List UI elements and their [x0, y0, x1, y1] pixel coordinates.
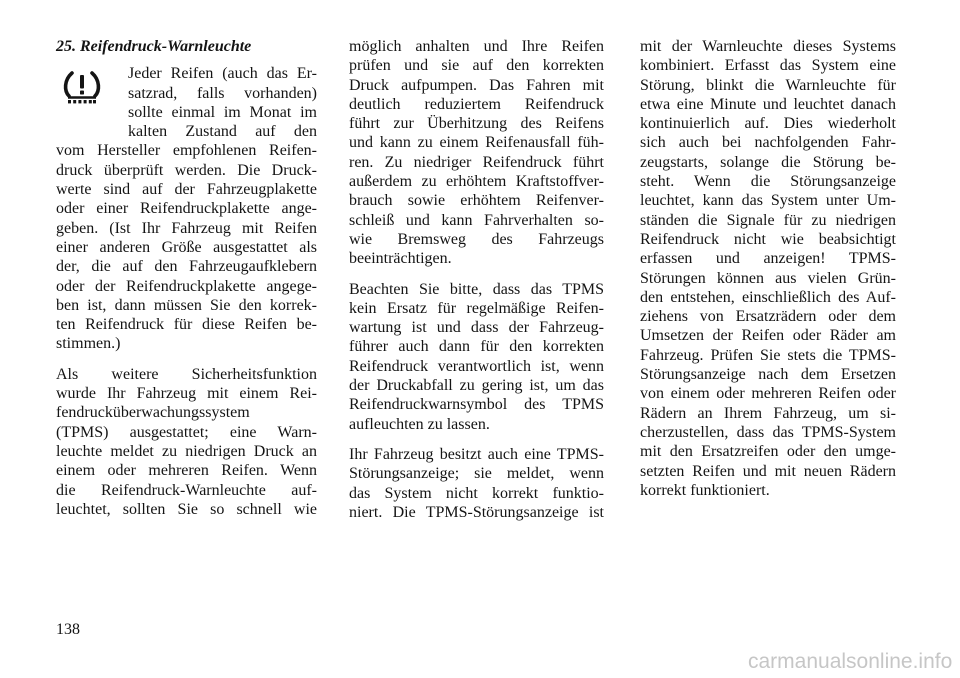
text-line: Störung, blinkt die Warnleuchte für [640, 76, 896, 94]
text-line: Störungsanzeige nach dem Ersetzen [640, 366, 896, 384]
text-line: wie Bremsweg des Fahrzeugs [349, 230, 604, 248]
text-line: niert. Die TPMS-Störungsanzeige ist [349, 503, 604, 521]
paragraph [56, 365, 317, 519]
text-line: leuchtet, kann das System unter Um- [640, 192, 896, 210]
text-line: sollte einmal im Monat im [128, 103, 317, 121]
paragraph [640, 37, 896, 500]
text-line: kontinuierlich auf. Dies wiederholt [640, 115, 896, 133]
text-line: das System nicht korrekt funktio- [349, 484, 604, 502]
text-line: führt zur Überhitzung des Reifens [349, 115, 604, 133]
text-line: ziehens von Ersatzrädern oder dem [640, 308, 896, 326]
text-line: Störungen können aus vielen Grün- [640, 269, 896, 287]
text-line: setzten Reifen und mit neuen Rädern [640, 462, 896, 480]
text-line: Umsetzen der Reifen oder Räder am [640, 327, 896, 345]
text-line: Reifendruck nicht wie beabsichtigt [640, 230, 896, 248]
text-line: führer auch dann für den korrekten [349, 338, 604, 356]
text-line: Reifendruckwarnsymbol des TPMS [349, 396, 604, 414]
text-line: Jeder Reifen (auch das Er- [128, 65, 317, 83]
text-line: werte sind auf der Fahrzeugplakette [56, 181, 317, 199]
paragraph [349, 445, 604, 522]
text-line: möglich anhalten und Ihre Reifen [349, 38, 604, 55]
text-line: und kann zu einem Reifenausfall füh- [349, 134, 604, 152]
text-line: ständen die Signale für zu niedrigen [640, 211, 896, 229]
text-line: kombiniert. Erfasst das System eine [640, 57, 896, 75]
text-line: (TPMS) ausgestattet; eine Warn- [56, 423, 317, 441]
text-line: prüfen und sie auf den korrekten [349, 57, 604, 75]
text-line: erfassen und anzeigen! TPMS- [640, 250, 896, 268]
text-line: Rädern an Ihrem Fahrzeug, um si- [640, 404, 896, 422]
text-line: beeinträchtigen. [349, 250, 452, 268]
text-line: außerdem zu erhöhtem Kraftstoffver- [349, 173, 604, 191]
text-line: geben. (Ist Ihr Fahrzeug mit Reifen [56, 219, 317, 237]
text-line: Fahrzeug. Prüfen Sie stets die TPMS- [640, 346, 896, 364]
text-line: kalten Zustand auf den [128, 123, 317, 141]
text-line: steht. Wenn die Störungsanzeige [640, 173, 896, 191]
text-line: einer anderen Größe ausgestattet als [56, 238, 317, 256]
text-line: sich auch bei nachfolgenden Fahr- [640, 134, 896, 152]
text-line: Als weitere Sicherheitsfunktion [56, 365, 317, 383]
text-line: vom Hersteller empfohlenen Reifen- [56, 142, 317, 160]
text-line: korrekt funktioniert. [640, 481, 770, 499]
text-line: Ihr Fahrzeug besitzt auch eine TPMS- [349, 445, 604, 463]
column-1 [56, 37, 317, 519]
paragraph [349, 37, 604, 269]
text-line: wurde Ihr Fahrzeug mit einem Rei- [56, 385, 317, 403]
section-heading: 25. Reifendruck-Warnleuchte [56, 38, 252, 55]
text-line: ben ist, dann müssen Sie den korrek- [56, 296, 317, 314]
text-line: die Reifendruck-Warnleuchte auf- [56, 481, 317, 499]
text-line: den entstehen, einschließlich des Auf- [640, 288, 896, 306]
column-2 [349, 37, 604, 522]
text-line: ten Reifendruck für diese Reifen be- [56, 316, 317, 334]
text-line: der Druckabfall zu gering ist, um das [349, 377, 604, 395]
text-line: der, die auf den Fahrzeugaufklebern [56, 258, 317, 276]
text-line: leuchte meldet zu niedrigen Druck an [56, 442, 317, 460]
tire-pressure-warning-icon [60, 70, 104, 104]
text-line: Druck aufpumpen. Das Fahren mit [349, 76, 604, 94]
text-line: mit der Warnleuchte dieses Systems [640, 38, 896, 55]
text-line: zeugstarts, solange die Störung be- [640, 153, 896, 171]
text-line: von einem oder mehreren Reifen oder [640, 385, 896, 403]
text-line: aufleuchten zu lassen. [349, 415, 490, 433]
text-line: leuchtet, sollten Sie so schnell wie [56, 500, 317, 518]
text-line: mit den Ersatzreifen oder den umge- [640, 443, 896, 461]
text-line: Reifendruck verantwortlich ist, wenn [349, 357, 604, 375]
text-line: cherzustellen, dass das TPMS-System [640, 423, 896, 441]
column-3 [640, 37, 896, 500]
text-line: einem oder mehreren Reifen. Wenn [56, 462, 317, 480]
text-line: schleiß und kann Fahrverhalten so- [349, 211, 604, 229]
text-line: druck überprüft werden. Die Druck- [56, 161, 317, 179]
text-line: deutlich reduziertem Reifendruck [349, 95, 604, 113]
text-line: brauch sowie erhöhtem Reifenver- [349, 192, 604, 210]
text-line: fendrucküberwachungssystem [56, 404, 250, 422]
text-line: oder einer Reifendruckplakette ange- [56, 200, 317, 218]
text-line: satzrad, falls vorhanden) [128, 84, 317, 102]
page-number: 138 [56, 621, 80, 638]
watermark: carmanualsonline.info [748, 650, 953, 673]
text-line: Störungsanzeige; sie meldet, wenn [349, 465, 604, 483]
paragraph [349, 280, 604, 434]
text-line: wartung ist und dass der Fahrzeug- [349, 319, 604, 337]
text-line: oder der Reifendruckplakette angege- [56, 277, 317, 295]
text-line: ren. Zu niedriger Reifendruck führt [349, 153, 604, 171]
text-line: stimmen.) [56, 335, 121, 353]
text-line: etwa eine Minute und leuchtet danach [640, 95, 896, 113]
text-line: Beachten Sie bitte, dass das TPMS [349, 280, 604, 298]
text-line: kein Ersatz für regelmäßige Reifen- [349, 299, 604, 317]
paragraph [56, 64, 317, 353]
